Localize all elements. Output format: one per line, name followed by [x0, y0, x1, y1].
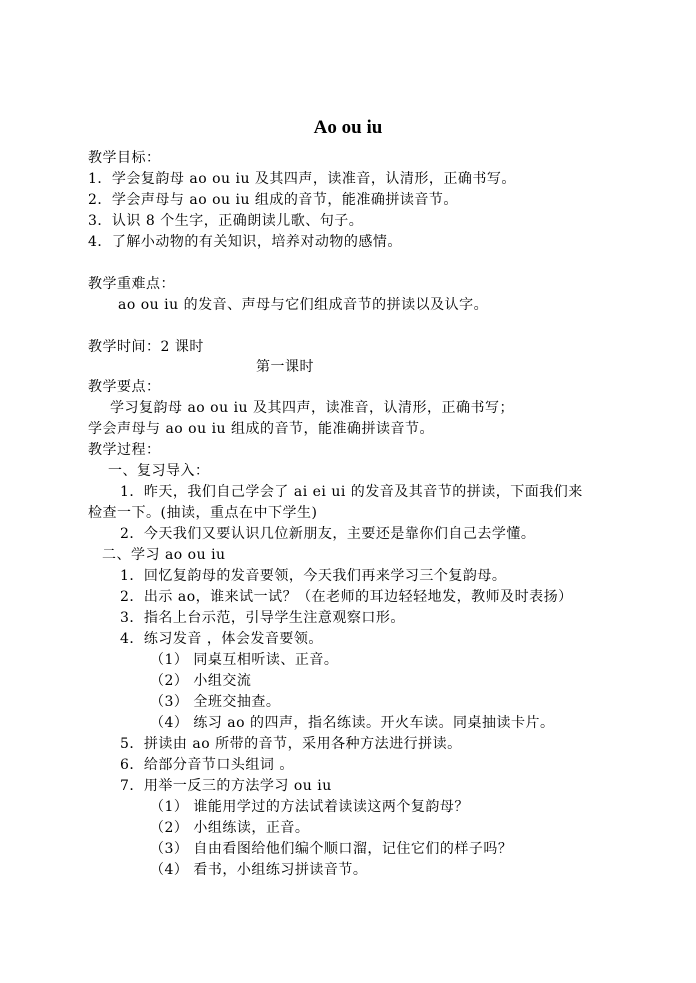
points-heading: 教学要点：: [88, 379, 161, 395]
key-text: ao ou iu 的发音、声母与它们组成音节的拼读以及认字。: [118, 297, 489, 313]
section-2-item: 7．用举一反三的方法学习 ou iu: [120, 778, 332, 794]
goal-item: 3．认识 8 个生字，正确朗读儿歌、句子。: [88, 213, 364, 229]
section-2-item: 3．指名上台示范，引导学生注意观察口形。: [120, 610, 405, 626]
sub-item: （3） 全班交抽查。: [150, 694, 281, 710]
sub-item: （4） 看书，小组练习拼读音节。: [150, 862, 368, 878]
sub-item: （4） 练习 ao 的四声，指名练读。开火车读。同桌抽读卡片。: [150, 715, 555, 731]
goals-heading: 教学目标：: [88, 150, 161, 166]
section-2-item: 2．出示 ao，谁来试一试？（在老师的耳边轻轻地发，教师及时表扬）: [120, 589, 573, 605]
sub-item: （2） 小组练读，正音。: [150, 820, 310, 836]
sub-item: （1） 同桌互相听读、正音。: [150, 652, 339, 668]
sub-item: （1） 谁能用学过的方法试着读读这两个复韵母？: [150, 799, 469, 815]
section-1-item: 1．昨天，我们自己学会了 ai ei ui 的发音及其音节的拼读，下面我们来: [120, 484, 583, 500]
point-item: 学会声母与 ao ou iu 组成的音节，能准确拼读音节。: [88, 421, 435, 437]
document-title: Ao ou iu: [313, 117, 383, 138]
section-2-title: 二、学习 ao ou iu: [102, 547, 226, 563]
section-1-item-continued: 检查一下。(抽读，重点在中下学生): [88, 505, 318, 521]
goal-item: 4．了解小动物的有关知识，培养对动物的感情。: [88, 234, 402, 250]
sub-item: （2） 小组交流: [150, 673, 252, 689]
teaching-time: 教学时间：2 课时: [88, 339, 204, 355]
lesson-title: 第一课时: [256, 359, 314, 375]
key-heading: 教学重难点：: [88, 276, 175, 292]
goal-item: 1．学会复韵母 ao ou iu 及其四声，读准音，认清形，正确书写。: [88, 171, 516, 187]
goal-item: 2．学会声母与 ao ou iu 组成的音节，能准确拼读音节。: [88, 192, 458, 208]
process-heading: 教学过程：: [88, 442, 161, 458]
section-2-item: 5．拼读由 ao 所带的音节，采用各种方法进行拼读。: [120, 736, 462, 752]
sub-item: （3） 自由看图给他们编个顺口溜，记住它们的样子吗？: [150, 841, 513, 857]
section-1-item: 2．今天我们又要认识几位新朋友，主要还是靠你们自己去学懂。: [120, 526, 536, 542]
section-2-item: 4．练习发音 ，体会发音要领。: [120, 631, 323, 647]
section-1-title: 一、复习导入：: [108, 463, 210, 479]
section-2-item: 1．回忆复韵母的发音要领，今天我们再来学习三个复韵母。: [120, 568, 507, 584]
section-2-item: 6．给部分音节口头组词 。: [120, 757, 294, 773]
point-item: 学习复韵母 ao ou iu 及其四声，读准音，认清形，正确书写；: [110, 400, 515, 416]
